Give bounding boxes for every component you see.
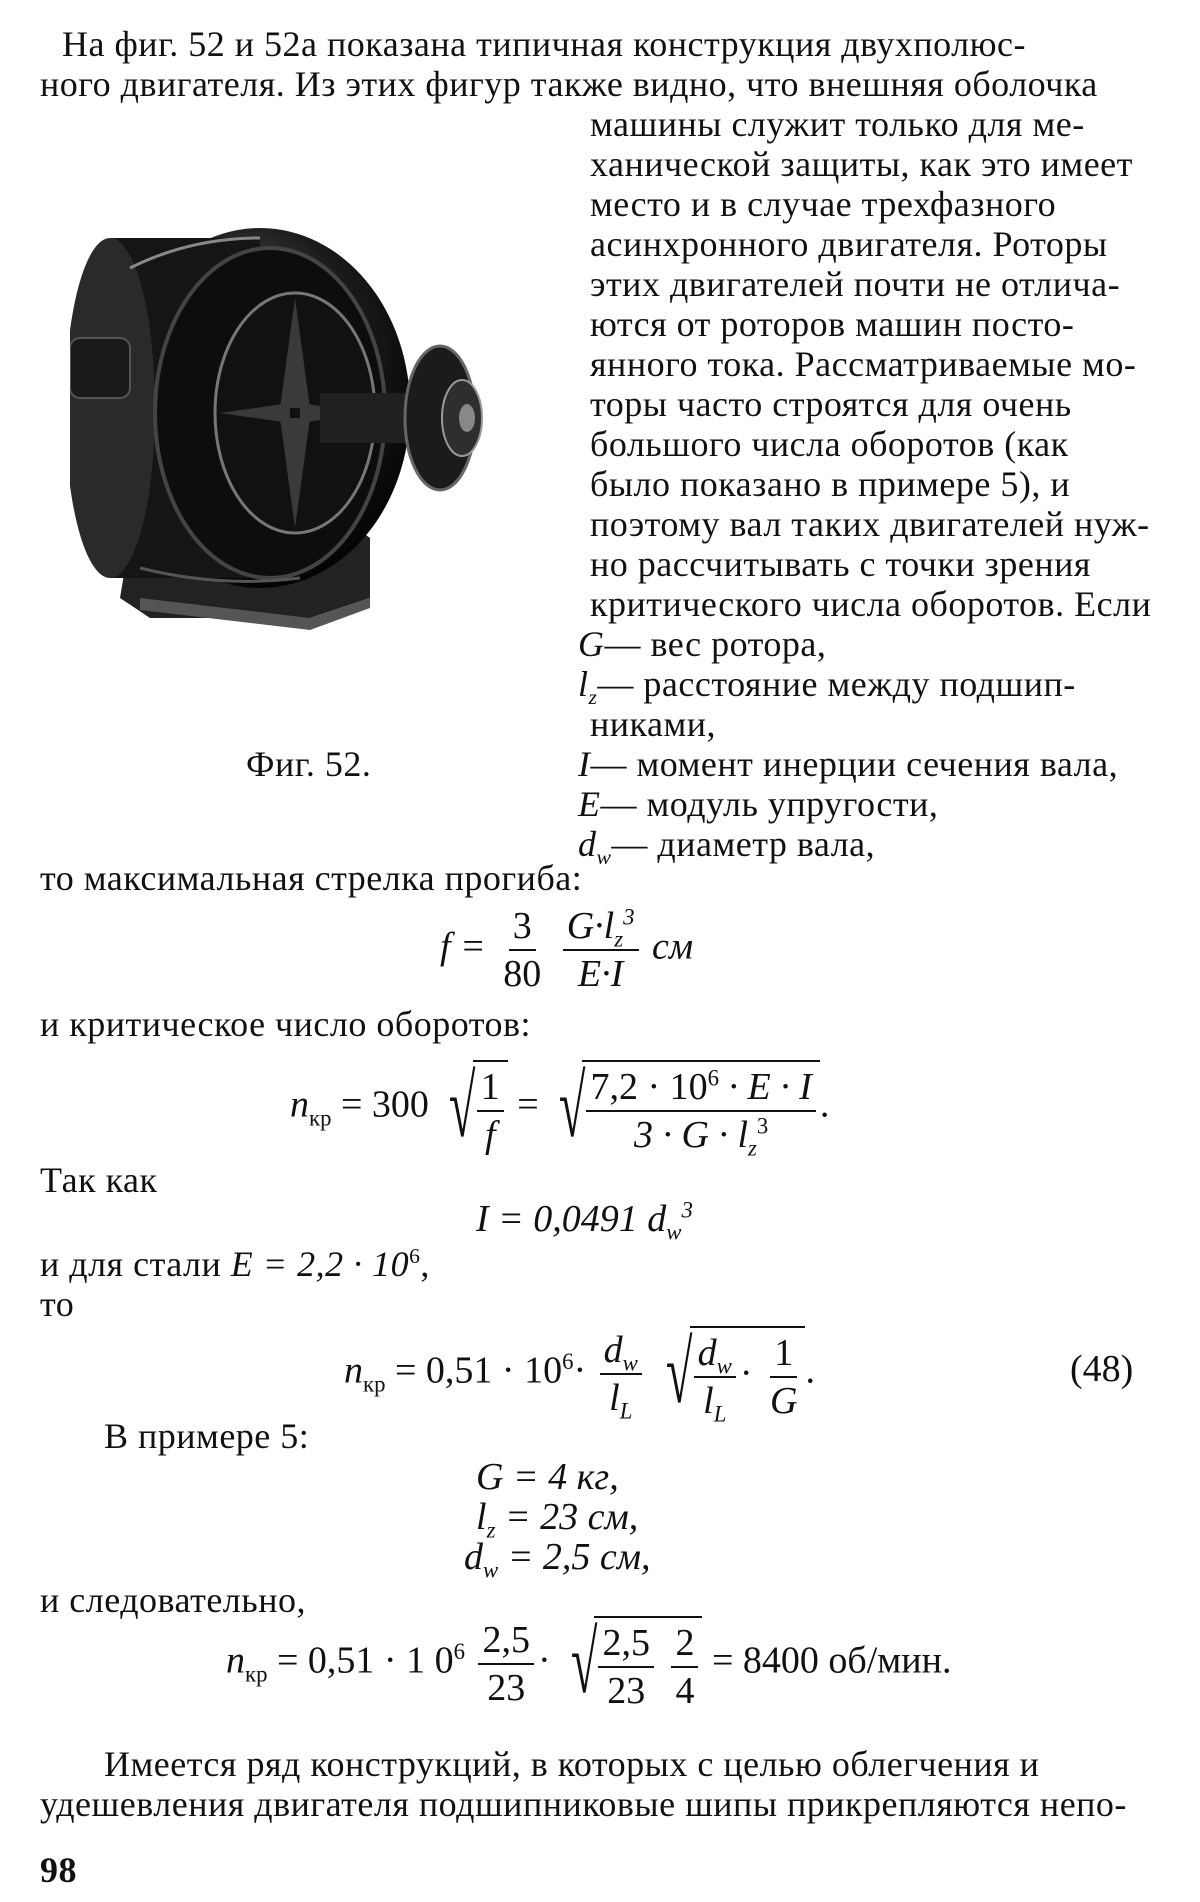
exponent: 3	[623, 904, 635, 930]
symbol-d: d	[603, 1329, 623, 1371]
fraction	[598, 1622, 654, 1712]
coefficient: = 0,51 · 10	[394, 1349, 563, 1392]
result: = 8400 об/мин.	[711, 1639, 952, 1682]
denominator: 4	[675, 1670, 695, 1712]
subscript-w: w	[596, 845, 612, 870]
numerator: 1	[477, 1066, 504, 1112]
paragraph-line: Так как	[40, 1160, 158, 1200]
denominator	[630, 1112, 772, 1161]
symbol-l: l	[476, 1496, 487, 1538]
symbol-d: d	[464, 1536, 483, 1578]
paragraph-line: ного двигателя. Из этих фигур также видно, что внешняя оболочка	[40, 64, 1098, 104]
subscript-w: w	[666, 1219, 682, 1245]
definition-I	[578, 744, 1118, 784]
numerator: 2	[671, 1622, 698, 1668]
unit-sm: см	[599, 1536, 641, 1578]
example-G: G = 4 кг,	[476, 1456, 619, 1498]
definition-text: — момент инерции сечения вала,	[590, 744, 1119, 784]
example-dw: $d_w = 2,5$ см,	[464, 1536, 651, 1583]
symbol-I: I	[610, 953, 624, 995]
symbol-d: d	[697, 1332, 717, 1374]
column-line: янного тока. Рассматриваемые мо-	[590, 344, 1137, 384]
subscript-kr: кр	[363, 1371, 386, 1397]
subscript-z: z	[748, 1135, 757, 1161]
definition-text: — расстояние между подшип-	[597, 664, 1076, 704]
I-expression: I = 0,0491	[476, 1198, 648, 1240]
radical: √ $\frac{7,2 \cdot 10^6 \cdot E \cdot I}{3 \cdot G \cdot l_z^3}$	[548, 1060, 820, 1156]
symbol-n: n	[290, 1083, 309, 1126]
subscript-kr: кр	[245, 1661, 268, 1687]
fraction	[694, 1332, 736, 1427]
equation-number: (48)	[1070, 1348, 1134, 1390]
unit-kg: кг	[576, 1456, 610, 1498]
symbol-l: l	[609, 1377, 620, 1419]
radical: √ $\frac{1}{f}$	[438, 1060, 507, 1156]
equals-300: = 300	[340, 1083, 429, 1126]
numerator: 1	[770, 1332, 797, 1378]
definition-text: — модуль упругости,	[600, 784, 939, 824]
exponent: 6	[707, 1065, 720, 1091]
formula-sag	[440, 905, 693, 995]
column-line: ханической защиты, как это имеет	[590, 144, 1133, 184]
product: · E · I	[719, 1066, 812, 1108]
subscript-w: w	[716, 1353, 732, 1379]
symbol-l: l	[578, 664, 589, 704]
definition-G	[578, 624, 826, 664]
denominator: 23	[487, 1667, 526, 1709]
denominator: f	[484, 1114, 496, 1156]
exponent: 6	[453, 1639, 465, 1665]
subscript-z: z	[588, 685, 598, 710]
definition-d	[578, 824, 876, 870]
symbol-G: G	[566, 905, 595, 947]
denominator	[699, 1378, 730, 1427]
figure-caption: Фиг. 52.	[246, 744, 372, 784]
paragraph-line: то	[40, 1284, 75, 1324]
paragraph-line: и следовательно,	[40, 1580, 306, 1620]
exponent: 3	[681, 1197, 693, 1223]
column-line: этих двигателей почти не отлича-	[590, 264, 1121, 304]
column-line: машины служит только для ме-	[590, 104, 1085, 144]
product: 3 · G ·	[634, 1114, 738, 1156]
exponent: 6	[562, 1349, 574, 1375]
fraction	[600, 1329, 642, 1424]
numerator	[694, 1332, 736, 1378]
column-line: критического числа оборотов. Если	[590, 584, 1152, 624]
paragraph-line: В примере 5:	[104, 1416, 310, 1456]
paragraph-line: На фиг. 52 и 52а показана типичная конструкция двухполюс-	[62, 24, 1026, 64]
G-value: G = 4	[476, 1456, 568, 1498]
exponent: 3	[756, 1113, 769, 1139]
definition-text: — вес ротора,	[604, 624, 827, 664]
paragraph-line: и критическое число оборотов:	[40, 1004, 531, 1044]
symbol-l: l	[603, 905, 615, 947]
fraction	[478, 1619, 534, 1709]
definition-lz-cont: никами,	[590, 704, 717, 744]
column-line: место и в случае трехфазного	[590, 184, 1057, 224]
fraction	[477, 1066, 504, 1156]
paragraph-line: удешевления двигателя подшипниковые шипы прикрепляются непо-	[40, 1784, 1127, 1824]
electric-motor-photo	[70, 178, 560, 648]
numerator: 2,5	[598, 1622, 654, 1668]
unit-sm: см	[652, 925, 694, 968]
dw-value: = 2,5	[507, 1536, 591, 1578]
subscript-w: w	[622, 1350, 638, 1376]
fraction	[499, 905, 545, 995]
coefficient: 7,2 · 10	[590, 1066, 708, 1108]
symbol-d: d	[578, 824, 597, 864]
paragraph-line: то максимальная стрелка прогиба:	[40, 858, 583, 898]
exponent: 6	[409, 1244, 421, 1268]
symbol-I: I	[578, 744, 591, 784]
E-steel: E = 2,2 · 10	[230, 1244, 410, 1284]
denominator: G	[770, 1380, 798, 1422]
denominator: E·I	[577, 953, 624, 995]
column-line: было показано в примере 5), и	[590, 464, 1071, 504]
column-line: большого числа оборотов (как	[590, 424, 1069, 464]
denominator	[605, 1375, 636, 1424]
paragraph-line: и для стали $E = 2,2 \cdot 10^6$,	[40, 1244, 430, 1284]
column-line: но рассчитывать с точки зрения	[590, 544, 1091, 584]
radical: √ $\frac{d_w}{l_L}$ · $\frac{1}{G}$	[655, 1326, 805, 1422]
formula-48: $n_{кр} = 0,51 \cdot 10^6\cdot$ $\frac{d_w}{l_L}$ √ $\frac{d_w}{l_L}$ · $\frac{1}{G}$ .	[344, 1325, 815, 1427]
text-for-steel: и для стали	[40, 1244, 222, 1284]
column-line: ются от роторов машин посто-	[590, 304, 1075, 344]
numerator	[586, 1066, 815, 1112]
lz-value: = 23	[504, 1496, 579, 1538]
symbol-n: n	[344, 1349, 363, 1392]
radical: √ $\frac{2,5}{23}$ $\frac{2}{4}$	[560, 1616, 702, 1712]
example-lz: $l_z = 23$ см,	[476, 1496, 639, 1543]
symbol-E: E	[577, 953, 602, 995]
subscript-L: L	[713, 1401, 727, 1427]
symbol-G: G	[578, 624, 605, 664]
subscript-z: z	[614, 926, 624, 952]
symbol-d: d	[647, 1198, 667, 1240]
symbol-l: l	[737, 1114, 749, 1156]
formula-final: $n_{кр} = 0,51 \cdot 1$ $0^6$ $\frac{2,5}{23}$ · √ $\frac{2,5}{23}$ $\frac{2}{4}$ = 8400 об/мин.	[226, 1615, 952, 1712]
coefficient: = 0,51 · 1 0	[276, 1639, 454, 1682]
fraction	[766, 1332, 801, 1422]
numerator: $G\cdot l_z^3$	[563, 905, 639, 951]
unit-sm: см	[587, 1496, 629, 1538]
column-line: поэтому вал таких двигателей нуж-	[590, 504, 1150, 544]
numerator	[600, 1329, 642, 1375]
subscript-w: w	[483, 1557, 499, 1583]
page-number: 98	[40, 1850, 77, 1890]
denominator: 23	[607, 1670, 646, 1712]
subscript-kr: кр	[309, 1105, 332, 1131]
f-eq: f =	[440, 925, 486, 968]
definition-E	[578, 784, 938, 824]
symbol-l: l	[703, 1380, 714, 1422]
definition-text: — диаметр вала,	[611, 824, 876, 864]
formula-moment-inertia	[476, 1197, 693, 1245]
subscript-L: L	[619, 1398, 633, 1424]
numerator: 3	[509, 905, 536, 951]
symbol-E: E	[578, 784, 601, 824]
symbol-n: n	[226, 1639, 245, 1682]
column-line: асинхронного двигателя. Роторы	[590, 224, 1108, 264]
subscript-z: z	[486, 1517, 496, 1543]
column-line: торы часто строятся для очень	[590, 384, 1072, 424]
fraction	[563, 905, 639, 995]
formula-critical-speed: $n_{кр} = 300$ √ $\frac{1}{f}$ = √ $\frac{7,2 \cdot 10^6 \cdot E \cdot I}{3 \cdot G \cdot l_z^3}$ .	[290, 1059, 830, 1161]
numerator: 2,5	[478, 1619, 534, 1665]
definition-lz	[578, 664, 1076, 710]
fraction	[671, 1622, 698, 1712]
denominator: 80	[503, 953, 542, 995]
fraction	[586, 1065, 815, 1161]
paragraph-line: Имеется ряд конструкций, в которых с целью облегчения и	[104, 1744, 1040, 1784]
equals-sign: =	[517, 1083, 539, 1126]
